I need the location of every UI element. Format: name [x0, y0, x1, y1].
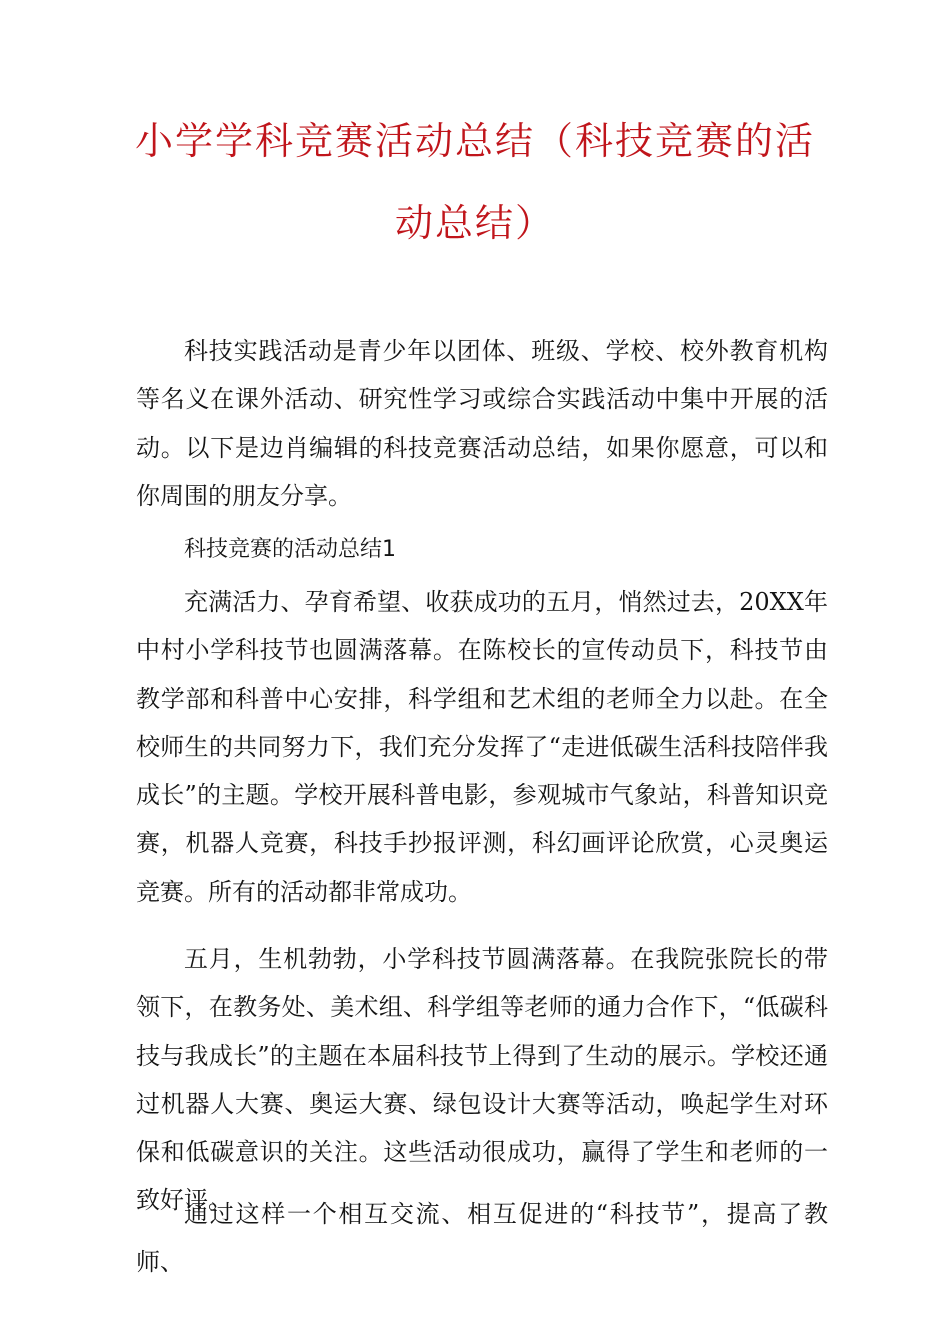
- body-paragraph-1: 充满活力、孕育希望、收获成功的五月，悄然过去，20XX年中村小学科技节也圆满落幕。在陈校长的宣传动员下，科技节由教学部和科普中心安排，科学组和艺术组的老师全力以赴。在全校师生的共同努力下，我们充分发挥了“走进低碳生活科技陪伴我成长”的主题。学校开展科普电影，参观城市气象站，科普知识竞赛，机器人竞赛，科技手抄报评测，科幻画评论欣赏，心灵奥运竞赛。所有的活动都非常成功。: [136, 588, 828, 906]
- document-title-line-1: 小学学科竞赛活动总结（科技竞赛的活: [134, 119, 815, 163]
- section-heading: 科技竞赛的活动总结1: [184, 537, 396, 562]
- body-paragraph-2: 五月，生机勃勃，小学科技节圆满落幕。在我院张院长的带领下，在教务处、美术组、科学组等老师的通力合作下，“低碳科技与我成长”的主题在本届科技节上得到了生动的展示。学校还通过机器人大赛、奥运大赛、绿包设计大赛等活动，唤起学生对环保和低碳意识的关注。这些活动很成功，赢得了学生和老师的一致好评。: [136, 945, 828, 1215]
- intro-paragraph: 科技实践活动是青少年以团体、班级、学校、校外教育机构等名义在课外活动、研究性学习或综合实践活动中集中开展的活动。以下是边肖编辑的科技竞赛活动总结，如果你愿意，可以和你周围的朋友分享。: [136, 337, 828, 510]
- body-paragraph-3: 通过这样一个相互交流、相互促进的“科技节”，提高了教师、: [136, 1200, 828, 1277]
- document-title-line-2: 动总结）: [394, 201, 555, 245]
